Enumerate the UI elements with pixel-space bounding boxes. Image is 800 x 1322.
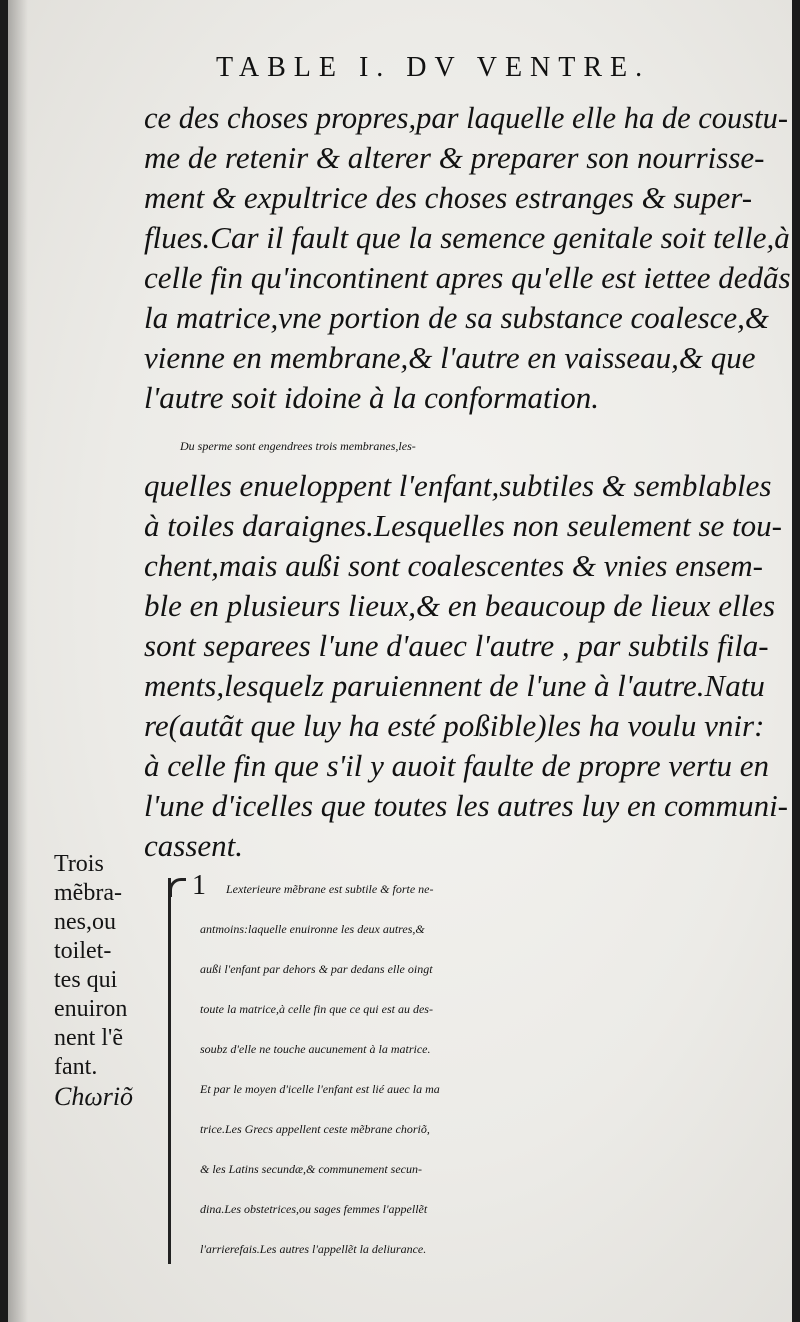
margin-note-line: mẽbra- [54,880,122,906]
page-gutter-shadow [8,0,28,1322]
text-line: à celle fin que s'il y auoit faulte de propre vertu en [144,748,770,783]
item-text-line: Lexterieure mẽbrane est subtile & forte ne- [226,882,434,896]
margin-note-term: Chωriõ [54,1082,134,1111]
book-page [8,0,792,1322]
text-line: à toiles daraignes.Lesquelles non seulement se tou- [144,508,782,543]
margin-note-line: nes,ou [54,909,116,935]
item-text-line: dina.Les obstetrices,ou sages femmes l'appellẽt [200,1202,428,1216]
item-text-line: antmoins:laquelle enuironne les deux autres,& [200,922,425,936]
text-line: Du sperme sont engendrees trois membranes,les- [180,439,416,453]
text-line: la matrice,vne portion de sa substance coalesce,& [144,300,770,335]
item-text-line: & les Latins secundæ,& communement secun- [200,1162,422,1176]
margin-note-line: fant. [54,1054,98,1080]
item-text-line: trice.Les Grecs appellent ceste mẽbrane choriõ, [200,1122,430,1136]
margin-note [54,850,164,1111]
text-line: l'une d'icelles que toutes les autres luy en communi- [144,788,789,823]
margin-note-line: tes qui [54,967,118,993]
item-text-line: außi l'enfant par dehors & par dedans elle oingt [200,962,433,976]
item-text-line: Et par le moyen d'icelle l'enfant est lié auec la ma [200,1082,440,1096]
text-line: quelles enueloppent l'enfant,subtiles & semblables [144,468,772,503]
running-title: TABLE I. DV VENTRE. [216,52,651,83]
margin-note-line: nent l'ẽ [54,1025,123,1051]
text-line: ce des choses propres,par laquelle elle ha de coustu- [144,101,789,135]
item-number: 1 [192,870,206,901]
item-text-line: toute la matrice,à celle fin que ce qui est au des- [200,1002,433,1016]
margin-note-line: Trois [54,851,104,877]
text-line: celle fin qu'incontinent apres qu'elle est iettee dedãs [144,260,791,295]
text-line: flues.Car il fault que la semence genitale soit telle,à [144,220,790,255]
text-line: sont separees l'une d'auec l'autre , par subtils fila- [144,628,769,663]
text-line: vienne en membrane,& l'autre en vaisseau,& que [144,340,756,375]
text-line: re(autãt que luy ha esté poßible)les ha voulu vnir: [144,708,765,743]
bracket-hook [169,878,186,897]
item-text-line: l'arrierefais.Les autres l'appellẽt la deliurance. [200,1242,427,1256]
text-line: ment & expultrice des choses estranges & super- [144,180,753,215]
text-line: l'autre soit idoine à la conformation. [144,380,599,415]
item-bracket [168,878,183,1264]
text-line: me de retenir & alterer & preparer son nourrisse- [144,140,765,175]
text-line: ble en plusieurs lieux,& en beaucoup de lieux elles [144,588,776,623]
text-line: cassent. [144,828,244,863]
text-line: ments,lesquelz paruiennent de l'une à l'autre.Natu [144,668,765,703]
margin-note-line: toilet- [54,938,112,964]
item-text-line: soubz d'elle ne touche aucunement à la matrice. [200,1042,431,1056]
margin-note-line: enuiron [54,996,128,1022]
text-line: chent,mais außi sont coalescentes & vnies ensem- [144,548,763,583]
